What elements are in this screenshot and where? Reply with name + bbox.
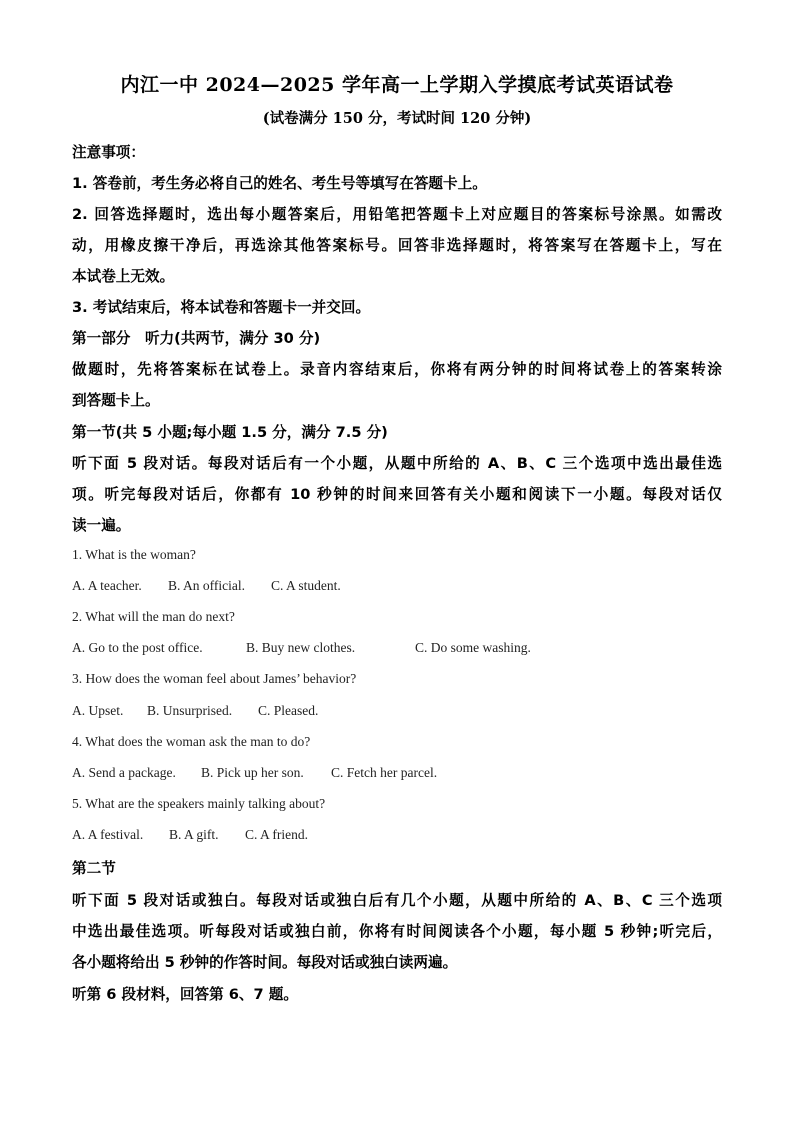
q2-option-c: C. Do some washing. (415, 640, 531, 655)
section1-intro-line-3: 读一遍。 (72, 517, 131, 534)
exam-title: 内江一中 2024—2025 学年高一上学期入学摸底考试英语试卷 (120, 74, 674, 96)
q4-option-a: A. Send a package. (72, 765, 176, 780)
notes-item-2-line-1: 2. 回答选择题时，选出每小题答案后，用铅笔把答题卡上对应题目的答案标号涂黑。如需改 (72, 206, 722, 223)
q3-option-b: B. Unsurprised. (147, 703, 233, 718)
q2-option-b: B. Buy new clothes. (246, 640, 356, 655)
section2-material-6: 听第 6 段材料，回答第 6、7 题。 (72, 986, 298, 1003)
question-5: 5. What are the speakers mainly talking about? (72, 796, 326, 811)
q3-option-a: A. Upset. (72, 703, 124, 718)
section1-intro-line-2: 项。听完每段对话后，你都有 10 秒钟的时间来回答有关小题和阅读下一小题。每段对话仅 (72, 486, 722, 503)
section2-intro-line-2: 中选出最佳选项。听每段对话或独白前，你将有时间阅读各个小题，每小题 5 秒钟;听完后， (72, 923, 722, 940)
q5-option-b: B. A gift. (169, 827, 219, 842)
notes-heading: 注意事项： (72, 144, 145, 161)
part1-intro-line-2: 到答题卡上。 (72, 392, 160, 409)
part1-heading: 第一部分 听力(共两节，满分 30 分) (72, 330, 321, 347)
q1-option-c: C. A student. (271, 578, 341, 593)
q4-option-b: B. Pick up her son. (201, 765, 304, 780)
question-3: 3. How does the woman feel about James’ behavior? (72, 671, 357, 686)
q5-option-c: C. A friend. (245, 827, 308, 842)
q1-option-a: A. A teacher. (72, 578, 142, 593)
notes-item-2-line-2: 动，用橡皮擦干净后，再选涂其他答案标号。回答非选择题时，将答案写在答题卡上，写在 (72, 237, 722, 254)
section1-intro-line-1: 听下面 5 段对话。每段对话后有一个小题，从题中所给的 A、B、C 三个选项中选出最佳选 (72, 455, 722, 472)
q5-option-a: A. A festival. (72, 827, 144, 842)
part1-intro-line-1: 做题时，先将答案标在试卷上。录音内容结束后，你将有两分钟的时间将试卷上的答案转涂 (72, 361, 722, 378)
question-2: 2. What will the man do next? (72, 609, 235, 624)
section1-heading: 第一节(共 5 小题;每小题 1.5 分，满分 7.5 分) (72, 424, 388, 441)
notes-item-3: 3. 考试结束后，将本试卷和答题卡一并交回。 (72, 299, 371, 316)
section2-intro-line-3: 各小题将给出 5 秒钟的作答时间。每段对话或独白读两遍。 (72, 954, 458, 971)
section2-intro-line-1: 听下面 5 段对话或独白。每段对话或独白后有几个小题，从题中所给的 A、B、C 三个选项 (72, 892, 722, 909)
q2-option-a: A. Go to the post office. (72, 640, 203, 655)
section2-heading: 第二节 (72, 860, 116, 877)
exam-subtitle: (试卷满分 150 分，考试时间 120 分钟) (262, 110, 532, 127)
q1-option-b: B. An official. (168, 578, 245, 593)
question-1: 1. What is the woman? (72, 547, 196, 562)
q3-option-c: C. Pleased. (258, 703, 319, 718)
notes-item-2-line-3: 本试卷上无效。 (72, 268, 175, 285)
q4-option-c: C. Fetch her parcel. (331, 765, 438, 780)
notes-item-1: 1. 答卷前，考生务必将自己的姓名、考生号等填写在答题卡上。 (72, 175, 487, 192)
question-4: 4. What does the woman ask the man to do? (72, 734, 311, 749)
